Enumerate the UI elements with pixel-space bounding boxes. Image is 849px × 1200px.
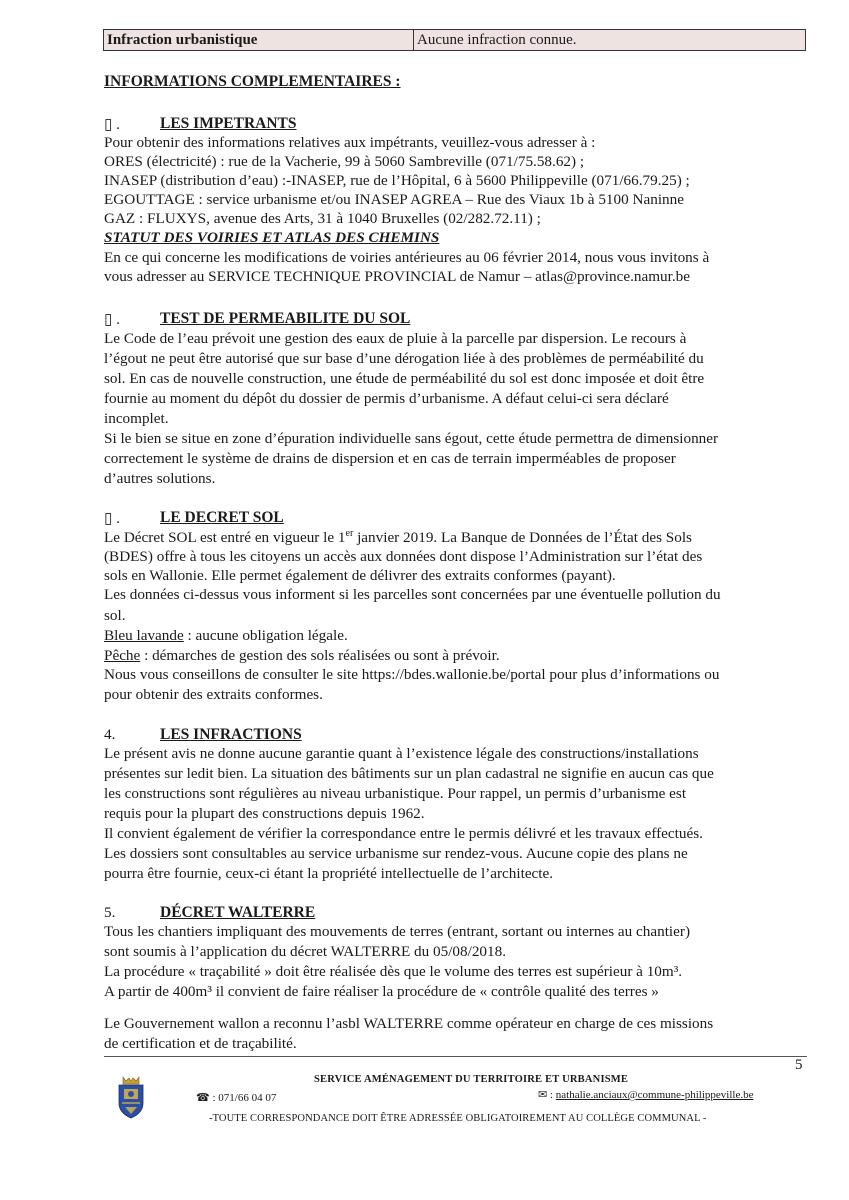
- sec4-line: Le présent avis ne donne aucune garantie quant à l’existence légale des constructions/installations: [104, 745, 699, 762]
- sec4-line: requis pour la plupart des constructions depuis 1962.: [104, 805, 425, 822]
- footer-email: ✉ : nathalie.anciaux@commune-philippeville.be: [538, 1089, 754, 1101]
- infraction-table-row: [103, 29, 806, 51]
- sec2-title: TEST DE PERMEABILITE DU SOL: [160, 310, 411, 327]
- sec1-line: Pour obtenir des informations relatives aux impétrants, veuillez-vous adresser à :: [104, 134, 596, 151]
- sec3-line: (BDES) offre à tous les citoyens un accès aux données dont dispose l’Administration sur l’état des: [104, 548, 703, 565]
- sec5-number: 5.: [104, 904, 116, 921]
- sec1-line: INASEP (distribution d’eau) :-INASEP, rue de l’Hôpital, 6 à 5600 Philippeville (071/66.79.25) ;: [104, 172, 690, 189]
- sec4-line: Il convient également de vérifier la correspondance entre le permis délivré et les travaux effectués.: [104, 825, 703, 842]
- sec3-end-line: Nous vous conseillons de consulter le site https://bdes.wallonie.be/portal pour plus d’informations ou: [104, 666, 720, 683]
- page-number: 5: [795, 1057, 803, 1073]
- sec5-end-line: Le Gouvernement wallon a reconnu l’asbl WALTERRE comme opérateur en charge de ces missions: [104, 1015, 714, 1032]
- sec5-line: sont soumis à l’application du décret WALTERRE du 05/08/2018.: [104, 943, 506, 960]
- footer-phone-text: : 071/66 04 07: [212, 1092, 277, 1104]
- sec3-line-first-a: Le Décret SOL est entré en vigueur le 1: [104, 529, 346, 546]
- footer-service: SERVICE AMÉNAGEMENT DU TERRITOIRE ET URBANISME: [314, 1074, 629, 1085]
- footer-notice: -TOUTE CORRESPONDANCE DOIT ÊTRE ADRESSÉE OBLIGATOIREMENT AU COLLÈGE COMMUNAL -: [209, 1113, 707, 1124]
- sec3-line: sols en Wallonie. Elle permet également de délivrer des extraits conformes (payant).: [104, 567, 616, 584]
- sec3-line: Les données ci-dessus vous informent si les parcelles sont concernées par une éventuelle pollution du: [104, 586, 721, 603]
- sec4-line: les constructions sont régulières au niveau urbanistique. Pour rappel, un permis d’urbanisme est: [104, 785, 687, 802]
- sec2-line: l’égout ne peut être autorisé que sur base d’une dérogation liée à des problèmes de perméabilité du: [104, 350, 704, 367]
- sec5-line: A partir de 400m³ il convient de faire réaliser la procédure de « contrôle qualité des terres »: [104, 983, 659, 1000]
- footer-phone: [196, 1091, 276, 1104]
- sec1-line: EGOUTTAGE : service urbanisme et/ou INASEP AGREA – Rue des Viaux 1b à 5100 Naninne: [104, 191, 684, 208]
- sec1-line: GAZ : FLUXYS, avenue des Arts, 31 à 1040 Bruxelles (02/282.72.11) ;: [104, 210, 541, 227]
- sec1-title: LES IMPETRANTS: [160, 115, 297, 132]
- bleu-lavande-line: [104, 626, 348, 645]
- sec2-line: correctement le système de drains de dispersion et en cas de terrain imperméables de proposer: [104, 450, 676, 467]
- sec3-title: LE DECRET SOL: [160, 509, 284, 526]
- peche-label: Pêche: [104, 647, 141, 664]
- sec1-line: ORES (électricité) : rue de la Vacherie, 99 à 5060 Sambreville (071/75.58.62) ;: [104, 153, 585, 170]
- sec2-line: incomplet.: [104, 410, 169, 427]
- sec3-line-first: [104, 528, 692, 547]
- voiries-subtitle: STATUT DES VOIRIES ET ATLAS DES CHEMINS: [104, 229, 440, 246]
- sec2-line: d’autres solutions.: [104, 470, 216, 487]
- sec4-number: 4.: [104, 726, 116, 743]
- sec5-line: La procédure « traçabilité » doit être réalisée dès que le volume des terres est supérieur à 10m³.: [104, 963, 683, 980]
- footer-email-link[interactable]: nathalie.anciaux@commune-philippeville.be: [555, 1089, 754, 1101]
- sec3-end-line: pour obtenir des extraits conformes.: [104, 686, 323, 703]
- sec2-line: fournie au moment du dépôt du dossier de permis d’urbanisme. A défaut celui-ci sera déclaré: [104, 390, 669, 407]
- sec3-line: sol.: [104, 607, 126, 624]
- sec4-line: Les dossiers sont consultables au service urbanisme sur rendez-vous. Aucune copie des plans ne: [104, 845, 688, 862]
- bleu-lavande-label: Bleu lavande: [104, 627, 184, 644]
- sec4-line: présentes sur ledit bien. La situation des bâtiments sur un plan cadastral ne signifie en aucun cas que: [104, 765, 714, 782]
- sec2-marker: ▯ .: [104, 311, 120, 328]
- sec5-title: DÉCRET WALTERRE: [160, 904, 316, 921]
- sec3-marker: ▯ .: [104, 510, 120, 527]
- sec2-line: sol. En cas de nouvelle construction, une étude de perméabilité du sol est donc imposée et doit être: [104, 370, 705, 387]
- footer-divider: [104, 1056, 807, 1057]
- infraction-label: Infraction urbanistique: [104, 30, 414, 50]
- peche-line: [104, 646, 500, 665]
- sec2-line: Si le bien se situe en zone d’épuration individuelle sans égout, cette étude permettra de dimensionner: [104, 430, 719, 447]
- sec3-line-first-b: janvier 2019. La Banque de Données de l’État des Sols: [353, 529, 692, 546]
- peche-text: : démarches de gestion des sols réalisées ou sont à prévoir.: [140, 647, 500, 664]
- superscript-er: er: [345, 527, 354, 539]
- voiries-line: En ce qui concerne les modifications de voiries antérieures au 06 février 2014, nous vous invitons à: [104, 249, 710, 266]
- phone-icon: ☎: [196, 1092, 210, 1104]
- sec5-line: Tous les chantiers impliquant des mouvements de terres (entrant, sortant ou internes au chantier): [104, 923, 691, 940]
- sec5-end-line: de certification et de traçabilité.: [104, 1035, 297, 1052]
- sec4-title: LES INFRACTIONS: [160, 726, 302, 743]
- sec2-line: Le Code de l’eau prévoit une gestion des eaux de pluie à la parcelle par dispersion. Le recours à: [104, 330, 687, 347]
- mail-icon: ✉: [538, 1089, 548, 1101]
- info-title: INFORMATIONS COMPLEMENTAIRES :: [104, 73, 401, 90]
- coat-of-arms-logo: [116, 1075, 146, 1119]
- voiries-line: vous adresser au SERVICE TECHNIQUE PROVINCIAL de Namur – atlas@province.namur.be: [104, 268, 690, 285]
- infraction-value: Aucune infraction connue.: [414, 30, 805, 50]
- sec1-marker: ▯ .: [104, 116, 120, 133]
- bleu-lavande-text: : aucune obligation légale.: [183, 627, 348, 644]
- sec4-line: pourra être fournie, ceux-ci étant la propriété intellectuelle de l’architecte.: [104, 865, 554, 882]
